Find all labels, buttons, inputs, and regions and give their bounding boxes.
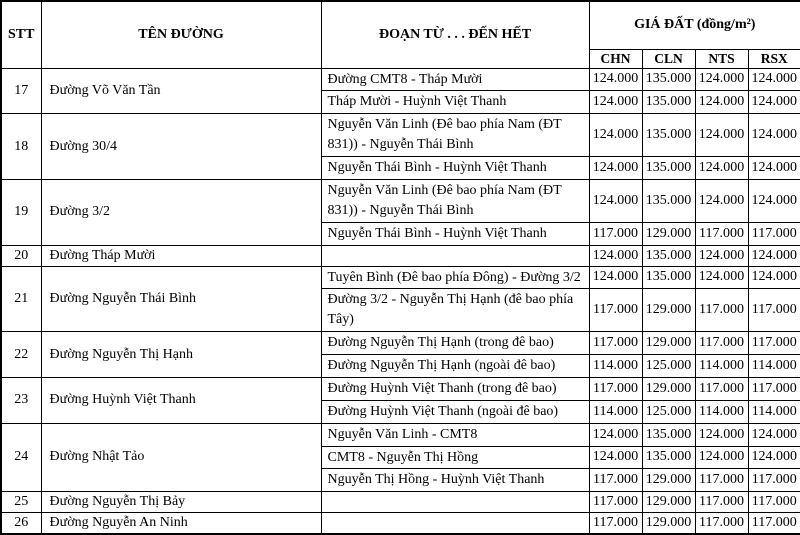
price-cell-nts: 124.000 xyxy=(695,245,748,266)
price-cell-chn: 124.000 xyxy=(589,68,642,91)
price-cell-rsx: 117.000 xyxy=(748,332,800,355)
price-cell-nts: 117.000 xyxy=(695,289,748,332)
price-cell-nts: 124.000 xyxy=(695,157,748,180)
price-cell-chn: 124.000 xyxy=(589,245,642,266)
price-cell-rsx: 124.000 xyxy=(748,157,800,180)
price-cell-nts: 117.000 xyxy=(695,492,748,513)
segment-cell xyxy=(321,492,589,513)
segment-cell: Nguyễn Thị Hồng - Huỳnh Việt Thanh xyxy=(321,469,589,492)
price-cell-chn: 117.000 xyxy=(589,513,642,534)
stt-cell: 22 xyxy=(1,332,41,378)
price-cell-chn: 124.000 xyxy=(589,179,642,222)
table-row xyxy=(1,68,800,91)
price-cell-nts: 124.000 xyxy=(695,446,748,469)
price-cell-rsx: 124.000 xyxy=(748,179,800,222)
table-row xyxy=(1,245,800,266)
price-cell-chn: 124.000 xyxy=(589,114,642,157)
price-cell-cln: 135.000 xyxy=(642,91,695,114)
price-cell-nts: 114.000 xyxy=(695,355,748,378)
price-cell-cln: 129.000 xyxy=(642,289,695,332)
price-cell-chn: 117.000 xyxy=(589,469,642,492)
segment-cell: Nguyễn Thái Bình - Huỳnh Việt Thanh xyxy=(321,157,589,180)
price-cell-rsx: 114.000 xyxy=(748,355,800,378)
stt-cell: 18 xyxy=(1,114,41,180)
price-cell-rsx: 124.000 xyxy=(748,266,800,289)
stt-cell: 21 xyxy=(1,266,41,332)
street-name-cell: Đường Võ Văn Tần xyxy=(41,68,321,114)
table-body xyxy=(1,68,800,534)
segment-cell: Đường Huỳnh Việt Thanh (ngoài đê bao) xyxy=(321,400,589,423)
stt-cell: 25 xyxy=(1,492,41,513)
price-cell-cln: 125.000 xyxy=(642,400,695,423)
price-cell-chn: 124.000 xyxy=(589,423,642,446)
price-cell-cln: 129.000 xyxy=(642,377,695,400)
segment-cell: Đường Nguyễn Thị Hạnh (trong đê bao) xyxy=(321,332,589,355)
segment-cell: Tuyên Bình (Đê bao phía Đông) - Đường 3/2 xyxy=(321,266,589,289)
price-cell-rsx: 124.000 xyxy=(748,446,800,469)
table-header xyxy=(1,1,800,68)
price-cell-chn: 124.000 xyxy=(589,157,642,180)
price-cell-rsx: 124.000 xyxy=(748,114,800,157)
table-row xyxy=(1,179,800,222)
price-cell-cln: 129.000 xyxy=(642,492,695,513)
price-cell-chn: 117.000 xyxy=(589,492,642,513)
street-name-cell: Đường Nguyễn Thị Bảy xyxy=(41,492,321,513)
stt-cell: 23 xyxy=(1,377,41,423)
stt-cell: 26 xyxy=(1,513,41,534)
price-cell-chn: 124.000 xyxy=(589,266,642,289)
price-cell-chn: 124.000 xyxy=(589,446,642,469)
stt-cell: 19 xyxy=(1,179,41,245)
street-name-cell: Đường Nguyễn Thái Bình xyxy=(41,266,321,332)
price-cell-nts: 114.000 xyxy=(695,400,748,423)
segment-cell xyxy=(321,513,589,534)
header-cell-price-group: GIÁ ĐẤT (đồng/m²) xyxy=(589,1,800,49)
price-cell-chn: 117.000 xyxy=(589,289,642,332)
header-cell-nts: NTS xyxy=(695,49,748,68)
stt-cell: 17 xyxy=(1,68,41,114)
price-cell-cln: 135.000 xyxy=(642,245,695,266)
price-cell-rsx: 117.000 xyxy=(748,222,800,245)
header-cell-segment: ĐOẠN TỪ . . . ĐẾN HẾT xyxy=(321,1,589,68)
price-cell-rsx: 124.000 xyxy=(748,68,800,91)
street-name-cell: Đường Huỳnh Việt Thanh xyxy=(41,377,321,423)
table-row xyxy=(1,513,800,534)
segment-cell: Nguyễn Thái Bình - Huỳnh Việt Thanh xyxy=(321,222,589,245)
segment-cell: Đường 3/2 - Nguyễn Thị Hạnh (đê bao phía Tây) xyxy=(321,289,589,332)
price-cell-rsx: 117.000 xyxy=(748,469,800,492)
segment-cell: Đường Nguyễn Thị Hạnh (ngoài đê bao) xyxy=(321,355,589,378)
segment-cell: CMT8 - Nguyễn Thị Hồng xyxy=(321,446,589,469)
price-cell-nts: 124.000 xyxy=(695,179,748,222)
price-cell-rsx: 117.000 xyxy=(748,492,800,513)
table-row xyxy=(1,423,800,446)
price-cell-nts: 124.000 xyxy=(695,91,748,114)
street-name-cell: Đường Nhật Tảo xyxy=(41,423,321,492)
price-cell-nts: 124.000 xyxy=(695,266,748,289)
price-cell-cln: 129.000 xyxy=(642,469,695,492)
price-cell-cln: 135.000 xyxy=(642,157,695,180)
price-cell-cln: 135.000 xyxy=(642,179,695,222)
price-cell-cln: 129.000 xyxy=(642,222,695,245)
price-cell-nts: 117.000 xyxy=(695,513,748,534)
price-cell-cln: 129.000 xyxy=(642,513,695,534)
price-cell-rsx: 117.000 xyxy=(748,513,800,534)
price-cell-rsx: 124.000 xyxy=(748,245,800,266)
segment-cell: Nguyễn Văn Linh - CMT8 xyxy=(321,423,589,446)
price-cell-cln: 135.000 xyxy=(642,446,695,469)
stt-cell: 20 xyxy=(1,245,41,266)
price-cell-nts: 124.000 xyxy=(695,68,748,91)
header-cell-street: TÊN ĐƯỜNG xyxy=(41,1,321,68)
street-name-cell: Đường Nguyễn Thị Hạnh xyxy=(41,332,321,378)
price-cell-rsx: 124.000 xyxy=(748,91,800,114)
price-cell-chn: 117.000 xyxy=(589,222,642,245)
segment-cell: Đường CMT8 - Tháp Mười xyxy=(321,68,589,91)
segment-cell: Đường Huỳnh Việt Thanh (trong đê bao) xyxy=(321,377,589,400)
segment-cell: Tháp Mười - Huỳnh Việt Thanh xyxy=(321,91,589,114)
price-cell-nts: 117.000 xyxy=(695,222,748,245)
price-cell-cln: 135.000 xyxy=(642,266,695,289)
price-cell-rsx: 117.000 xyxy=(748,289,800,332)
street-name-cell: Đường Tháp Mười xyxy=(41,245,321,266)
price-cell-rsx: 114.000 xyxy=(748,400,800,423)
header-cell-rsx: RSX xyxy=(748,49,800,68)
price-cell-cln: 125.000 xyxy=(642,355,695,378)
stt-cell: 24 xyxy=(1,423,41,492)
segment-cell xyxy=(321,245,589,266)
segment-cell: Nguyễn Văn Linh (Đê bao phía Nam (ĐT 831)) - Nguyễn Thái Bình xyxy=(321,179,589,222)
header-cell-chn: CHN xyxy=(589,49,642,68)
header-row-top xyxy=(1,1,800,49)
table-row xyxy=(1,266,800,289)
price-cell-chn: 124.000 xyxy=(589,91,642,114)
street-name-cell: Đường 30/4 xyxy=(41,114,321,180)
street-name-cell: Đường 3/2 xyxy=(41,179,321,245)
segment-cell: Nguyễn Văn Linh (Đê bao phía Nam (ĐT 831)) - Nguyễn Thái Bình xyxy=(321,114,589,157)
table-row xyxy=(1,114,800,157)
price-cell-cln: 135.000 xyxy=(642,423,695,446)
price-cell-nts: 117.000 xyxy=(695,377,748,400)
price-cell-chn: 114.000 xyxy=(589,355,642,378)
price-cell-chn: 117.000 xyxy=(589,332,642,355)
table-row xyxy=(1,377,800,400)
table-row xyxy=(1,332,800,355)
price-cell-cln: 135.000 xyxy=(642,114,695,157)
price-cell-cln: 135.000 xyxy=(642,68,695,91)
price-cell-chn: 114.000 xyxy=(589,400,642,423)
price-cell-nts: 124.000 xyxy=(695,423,748,446)
price-cell-nts: 117.000 xyxy=(695,332,748,355)
price-cell-cln: 129.000 xyxy=(642,332,695,355)
price-cell-rsx: 117.000 xyxy=(748,377,800,400)
price-cell-nts: 117.000 xyxy=(695,469,748,492)
price-cell-chn: 117.000 xyxy=(589,377,642,400)
street-name-cell: Đường Nguyễn An Ninh xyxy=(41,513,321,534)
header-cell-cln: CLN xyxy=(642,49,695,68)
price-cell-nts: 124.000 xyxy=(695,114,748,157)
header-cell-stt: STT xyxy=(1,1,41,68)
price-cell-rsx: 124.000 xyxy=(748,423,800,446)
table-row xyxy=(1,492,800,513)
